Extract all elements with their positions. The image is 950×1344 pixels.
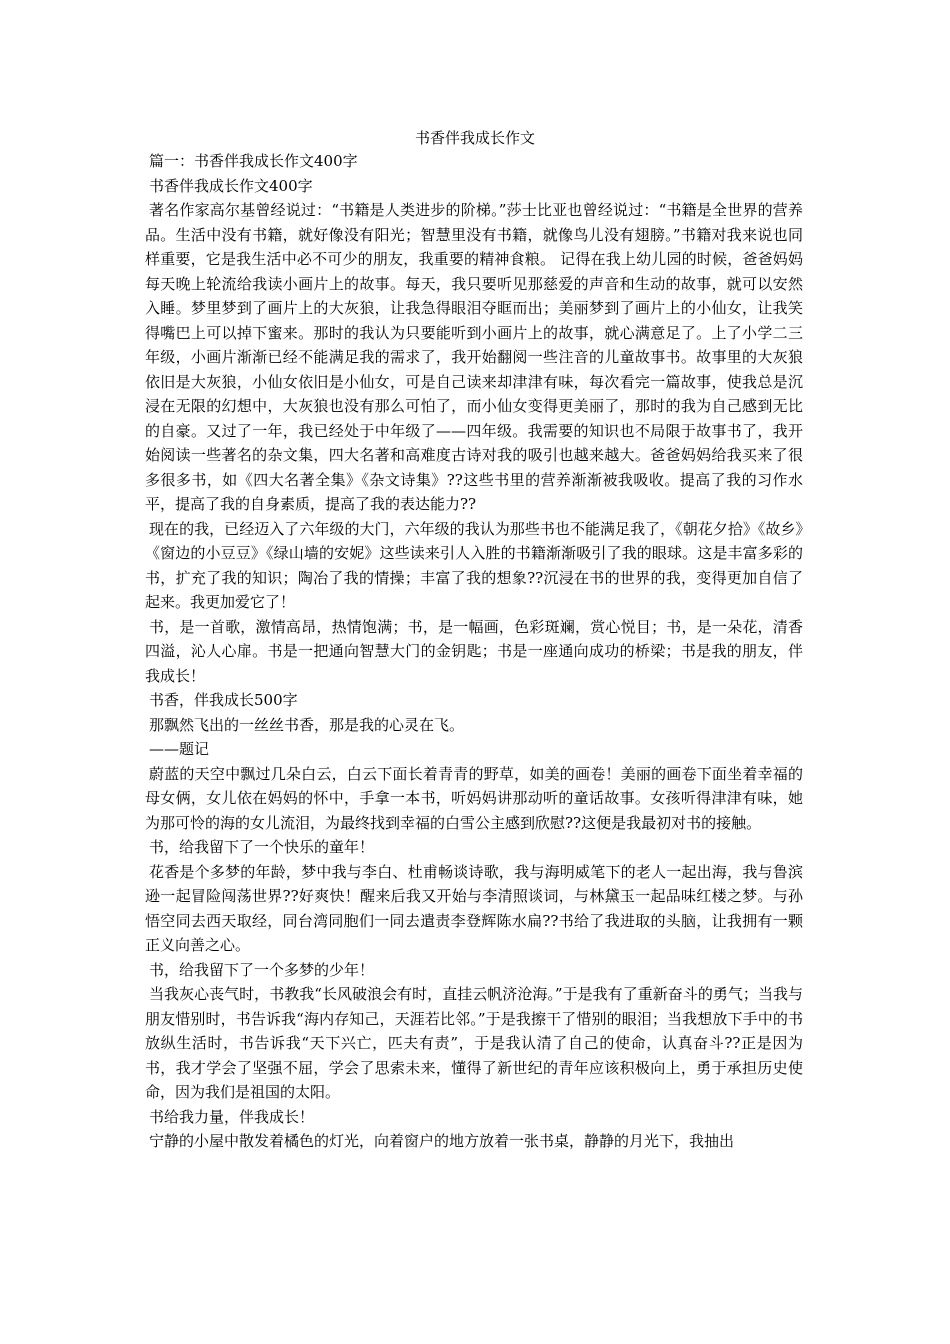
body-paragraph: 当我灰心丧气时，书教我“长风破浪会有时，直挂云帆济沧海。”于是我有了重新奋斗的勇气；当我与朋友惜别时，书告诉我“海内存知己，天涯若比邻。”于是我擦干了惜别的眼泪；当我想放下手中的书放纵生活时，书告诉我“天下兴亡，匹夫有责”，于是我认清了自己的使命，认真奋斗??正是因为书，我才学会了坚强不屈，学会了思索未来，懂得了新世纪的青年应该积极向上，勇于承担历史使命，因为我们是祖国的太阳。 [145,985,803,1101]
essay-title: 书香伴我成长作文400字 [149,176,313,195]
body-paragraph: 书，给我留下了一个多梦的少年！ [149,960,375,979]
body-paragraph: 花香是个多梦的年龄，梦中我与李白、杜甫畅谈诗歌，我与海明威笔下的老人一起出海，我与鲁滨逊一起冒险闯荡世界??好爽快！醒来后我又开始与李清照谈词，与林黛玉一起品味红楼之梦。与孙悟空同去西天取经，同台湾同胞们一同去遣责李登辉陈水扁??书给了我进取的头脑，让我拥有一颗正义向善之心。 [145,862,803,954]
epigraph: 那飘然飞出的一丝丝书香，那是我的心灵在飞。 [149,715,465,734]
body-paragraph: 书，是一首歌，激情高昂，热情饱满；书，是一幅画，色彩斑斓，赏心悦目；书，是一朵花，清香四溢，沁人心扉。书是一把通向智慧大门的金钥匙；书是一座通向成功的桥梁；书是我的朋友，伴我成长！ [145,617,803,685]
epigraph-attribution: ——题记 [149,740,210,758]
body-paragraph: 蔚蓝的天空中飘过几朵白云，白云下面长着青青的野草，如美的画卷！美丽的画卷下面坐着幸福的母女俩，女儿依在妈妈的怀中，手拿一本书，听妈妈讲那动听的童话故事。女孩听得津津有味，她为那可怜的海的女儿流泪，为最终找到幸福的白雪公主感到欣慰??这便是我最初对书的接触。 [145,764,803,832]
body-paragraph: 书，给我留下了一个快乐的童年！ [149,838,375,856]
body-paragraph: 现在的我，已经迈入了六年级的大门，六年级的我认为那些书也不能满足我了，《朝花夕拾》《故乡》《窗边的小豆豆》《绿山墙的安妮》这些读来引人入胜的书籍渐渐吸引了我的眼球。这是丰富多彩的书，扩充了我的知识；陶冶了我的情操；丰富了我的想象??沉浸在书的世界的我，变得更加自信了起来。我更加爱它了！ [145,519,803,611]
document-body [145,149,803,1154]
section-heading: 篇一：书香伴我成长作文400字 [149,152,358,170]
essay-title: 书香，伴我成长500字 [149,691,298,709]
body-paragraph: 著名作家高尔基曾经说过：“书籍是人类进步的阶梯。”莎士比亚也曾经说过：“书籍是全世界的营养品。生活中没有书籍，就好像没有阳光；智慧里没有书籍，就像鸟儿没有翅膀。”书籍对我来说也同样重要，它是我生活中必不可少的朋友，我重要的精神食粮。 记得在我上幼儿园的时候，爸爸妈妈每天晚上轮流给我读小画片上的故事。每天，我只要听见那慈爱的声音和生动的故事，就可以安然入睡。梦里梦到了画片上的大灰狼，让我急得眼泪夺眶而出；美丽梦到了画片上的小仙女，让我笑得嘴巴上可以掉下蜜来。那时的我认为只要能听到小画片上的故事，就心满意足了。上了小学二三年级，小画片渐渐已经不能满足我的需求了，我开始翻阅一些注音的儿童故事书。故事里的大灰狼依旧是大灰狼，小仙女依旧是小仙女，可是自己读来却津津有味，每次看完一篇故事，使我总是沉浸在无限的幻想中，大灰狼也没有那么可怕了，而小仙女变得更美丽了，那时的我为自己感到无比的自豪。又过了一年，我已经处于中年级了——四年级。我需要的知识也不局限于故事书了，我开始阅读一些著名的杂文集，四大名著和高难度古诗对我的吸引也越来越大。爸爸妈妈给我买来了很多很多书，如《四大名著全集》《杂文诗集》??这些书里的营养渐渐被我吸收。提高了我的习作水平，提高了我的自身素质，提高了我的表达能力?? [145,201,803,513]
document-title: 书香伴我成长作文 [414,129,535,147]
body-paragraph: 宁静的小屋中散发着橘色的灯光，向着窗户的地方放着一张书桌，静静的月光下，我抽出 [149,1132,735,1150]
body-paragraph: 书给我力量，伴我成长！ [149,1107,315,1126]
